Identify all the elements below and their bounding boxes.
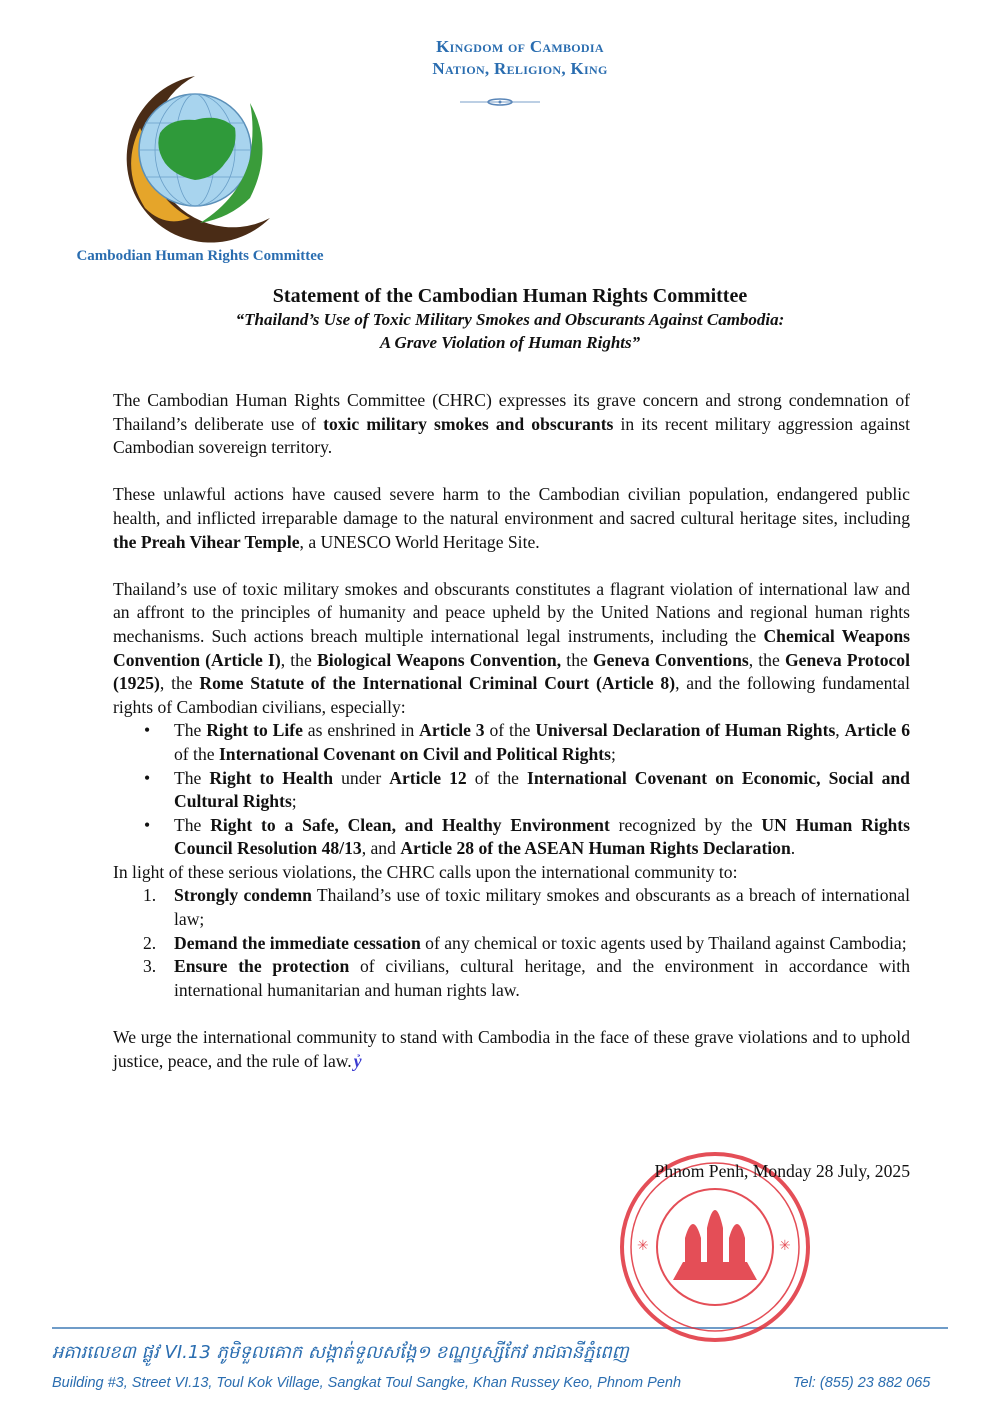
text: , — [835, 720, 845, 741]
bold-text: Strongly condemn — [174, 885, 312, 906]
bold-text: Chemical Weapons Convention (Article I) — [113, 625, 911, 670]
bold-text: Biological Weapons Convention, — [316, 649, 562, 670]
bold-text: Article 28 of the ASEAN Human Rights Declaration — [400, 838, 791, 859]
text: of the — [466, 767, 528, 788]
ornament-divider-icon — [460, 96, 540, 108]
chrc-logo-icon — [100, 68, 290, 248]
paragraph-harm — [113, 483, 910, 554]
text: the — [561, 649, 593, 670]
bold-text: Article 3 — [419, 720, 485, 741]
bold-text: UN Human Rights Council Resolution 48/13 — [174, 814, 910, 859]
rights-list — [113, 719, 910, 861]
list-item-right-to-health — [174, 767, 910, 814]
handwritten-initial-icon: ỷ — [353, 1050, 362, 1071]
text: ; — [291, 791, 297, 812]
text: The Cambodian Human Rights Committee (CHRC) expresses its grave concern and strong condemnation of Thailand’s deliberate use of — [113, 390, 910, 434]
text: recognized by the — [609, 814, 762, 835]
list-item-right-to-life — [174, 719, 910, 766]
bold-text: the Preah Vihear Temple — [113, 531, 300, 552]
bold-text: Universal Declaration of Human Rights — [535, 720, 836, 741]
statement-body — [113, 389, 910, 1097]
list-number: 3. — [143, 956, 157, 977]
footer-telephone: Tel: (855) 23 882 065 — [793, 1375, 931, 1391]
bold-text: Article 12 — [389, 767, 467, 788]
place-and-date: Phnom Penh, Monday 28 July, 2025 — [654, 1161, 910, 1181]
closing-paragraph — [113, 1026, 910, 1073]
footer-address: Building #3, Street VI.13, Toul Kok Village, Sangkat Toul Sangke, Khan Russey Keo, Phnom Penh — [52, 1375, 682, 1391]
text: under — [333, 767, 390, 788]
text: We urge the international community to stand with Cambodia in the face of these grave violations and to uphold justice, peace, and the rule of law. — [113, 1027, 910, 1071]
svg-text:✳: ✳ — [779, 1238, 791, 1254]
text: , and — [361, 838, 401, 859]
list-number: 1. — [143, 885, 157, 906]
bold-text: International Covenant on Civil and Political Rights — [218, 743, 611, 764]
bold-text: Rome Statute of the International Criminal Court (Article 8) — [199, 673, 676, 694]
text: The — [174, 814, 211, 835]
svg-text:✳: ✳ — [637, 1238, 649, 1254]
text: , the — [159, 673, 200, 694]
text: The — [174, 767, 210, 788]
text: , the — [280, 649, 317, 670]
motto-line: Nation, Religion, King — [432, 59, 608, 78]
paragraph-violations — [113, 578, 910, 720]
organization-name: Cambodian Human Rights Committee — [76, 248, 324, 264]
statement-title: Statement of the Cambodian Human Rights Committee — [272, 285, 748, 307]
footer-address-khmer: អគារលេខ៣ ផ្លូវ VI.13 ភូមិទួលគោក សង្កាត់ទួលសង្កែ១ ខណ្ឌឫស្សីកែវ រាជធានីភ្នំពេញ — [52, 1342, 629, 1363]
paragraph-concern — [113, 389, 910, 460]
text: Thailand’s use of toxic military smokes and obscurants constitutes a flagrant violation of international law and an affront to the principles of humanity and peace upheld by the United Nations and regional human rights mechanisms. Such actions breach multiple international legal instruments, including the — [113, 578, 910, 646]
bold-text: Article 6 — [844, 720, 910, 741]
statement-subtitle-line2: A Grave Violation of Human Rights” — [379, 333, 641, 352]
text: The — [174, 720, 207, 741]
kingdom-line: Kingdom of Cambodia — [436, 37, 604, 56]
text: These unlawful actions have caused severe harm to the Cambodian civilian population, endangered public health, and inflicted irreparable damage to the natural environment and sacred cultural heritage sites, including — [113, 484, 910, 528]
bold-text: International Covenant on Economic, Social and Cultural Rights — [174, 767, 910, 812]
text: of the — [174, 743, 219, 764]
text: as enshrined in — [302, 720, 420, 741]
bold-text: Right to a Safe, Clean, and Healthy Environment — [210, 814, 610, 835]
text: ; — [610, 743, 616, 764]
bold-text: Ensure the protection — [174, 956, 350, 977]
list-number: 2. — [143, 932, 157, 953]
text: , and the following fundamental rights of Cambodian civilians, especially: — [113, 673, 910, 717]
text: , a UNESCO World Heritage Site. — [299, 531, 540, 552]
bold-text: Right to Health — [209, 767, 334, 788]
bold-text: Right to Life — [206, 720, 303, 741]
bold-text: Demand the immediate cessation — [174, 932, 421, 953]
text: of any chemical or toxic agents used by Thailand against Cambodia; — [420, 932, 907, 953]
bold-text: Geneva Protocol (1925) — [113, 649, 910, 694]
text: of the — [484, 720, 536, 741]
demands-list — [113, 884, 910, 1002]
list-item-demand — [143, 955, 910, 1002]
kingdom-motto — [380, 36, 660, 80]
bold-text: Geneva Conventions — [592, 649, 749, 670]
list-item-demand — [143, 884, 910, 931]
text: . — [790, 838, 796, 859]
list-item-right-to-environment — [174, 814, 910, 861]
statement-subtitle-line1: “Thailand’s Use of Toxic Military Smokes and Obscurants Against Cambodia: — [235, 310, 785, 329]
text: of civilians, cultural heritage, and the environment in accordance with international humanitarian and human rights law. — [174, 956, 910, 1000]
list-item-demand — [143, 932, 910, 956]
calls-intro: In light of these serious violations, the CHRC calls upon the international community to: — [113, 861, 738, 882]
statement-title-block — [100, 284, 920, 354]
text: Thailand’s use of toxic military smokes and obscurants as a breach of international law; — [174, 885, 910, 930]
bold-text: toxic military smokes and obscurants — [323, 413, 614, 434]
text: , the — [748, 649, 785, 670]
text: in its recent military aggression against Cambodian sovereign territory. — [113, 413, 910, 458]
